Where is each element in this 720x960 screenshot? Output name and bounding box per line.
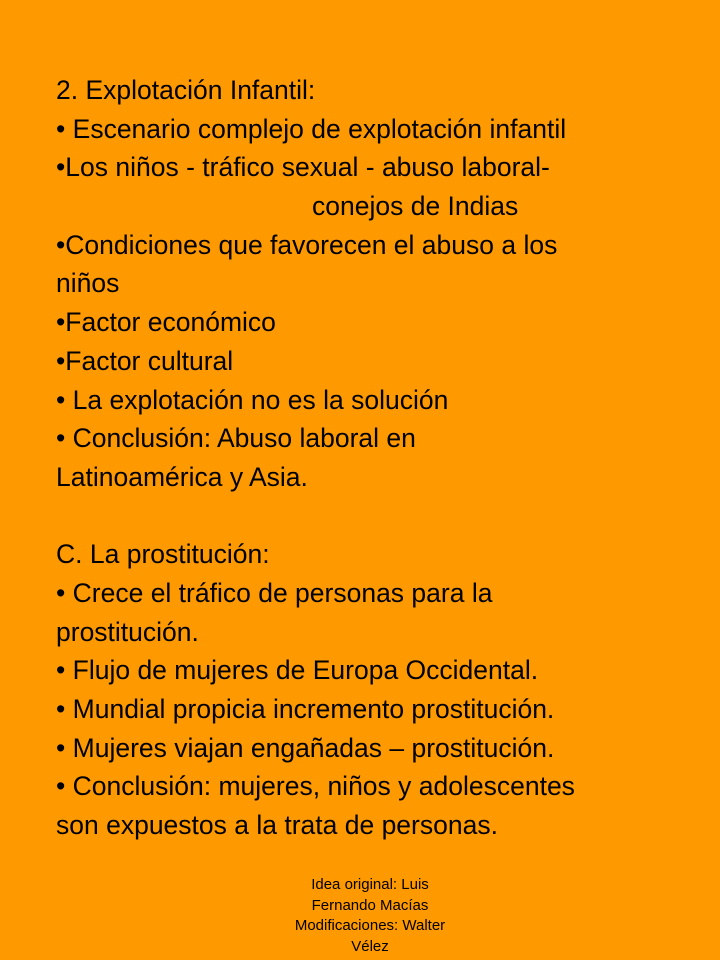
bullet-line: •Condiciones que favorecen el abuso a los bbox=[56, 229, 558, 260]
section-c-heading: C. La prostitución: bbox=[56, 539, 270, 570]
bullet-continuation: prostitución. bbox=[56, 616, 199, 647]
slide-body bbox=[56, 71, 706, 845]
bullet-line: • Conclusión: Abuso laboral en bbox=[56, 423, 416, 454]
section-gap bbox=[56, 497, 706, 536]
section-b-heading: 2. Explotación Infantil: bbox=[56, 75, 316, 105]
bullet-line: • Crece el tráfico de personas para la bbox=[56, 577, 493, 608]
footer-line: Vélez bbox=[351, 937, 389, 955]
bullet-line: •Los niños - tráfico sexual - abuso laboral- bbox=[56, 152, 550, 183]
footer-credits bbox=[0, 875, 720, 957]
bullet-continuation: son expuestos a la trata de personas. bbox=[56, 810, 498, 841]
footer-line: Idea original: Luis bbox=[311, 876, 429, 893]
bullet-line: • Escenario complejo de explotación infantil bbox=[56, 113, 567, 144]
footer-line: Modificaciones: Walter bbox=[294, 917, 446, 934]
bullet-line: • Mundial propicia incremento prostitución. bbox=[56, 694, 555, 724]
bullet-continuation: niños bbox=[56, 268, 120, 299]
bullet-continuation: conejos de Indias bbox=[312, 191, 519, 222]
bullet-continuation: Latinoamérica y Asia. bbox=[56, 461, 308, 492]
bullet-line: • La explotación no es la solución bbox=[56, 384, 449, 415]
footer-line: Fernando Macías bbox=[311, 896, 429, 914]
bullet-line: • Flujo de mujeres de Europa Occidental. bbox=[56, 655, 539, 686]
bullet-line: •Factor cultural bbox=[56, 345, 234, 376]
bullet-line: • Conclusión: mujeres, niños y adolescentes bbox=[56, 771, 575, 802]
bullet-line: • Mujeres viajan engañadas – prostitución. bbox=[56, 732, 555, 763]
bullet-line: •Factor económico bbox=[56, 307, 276, 338]
